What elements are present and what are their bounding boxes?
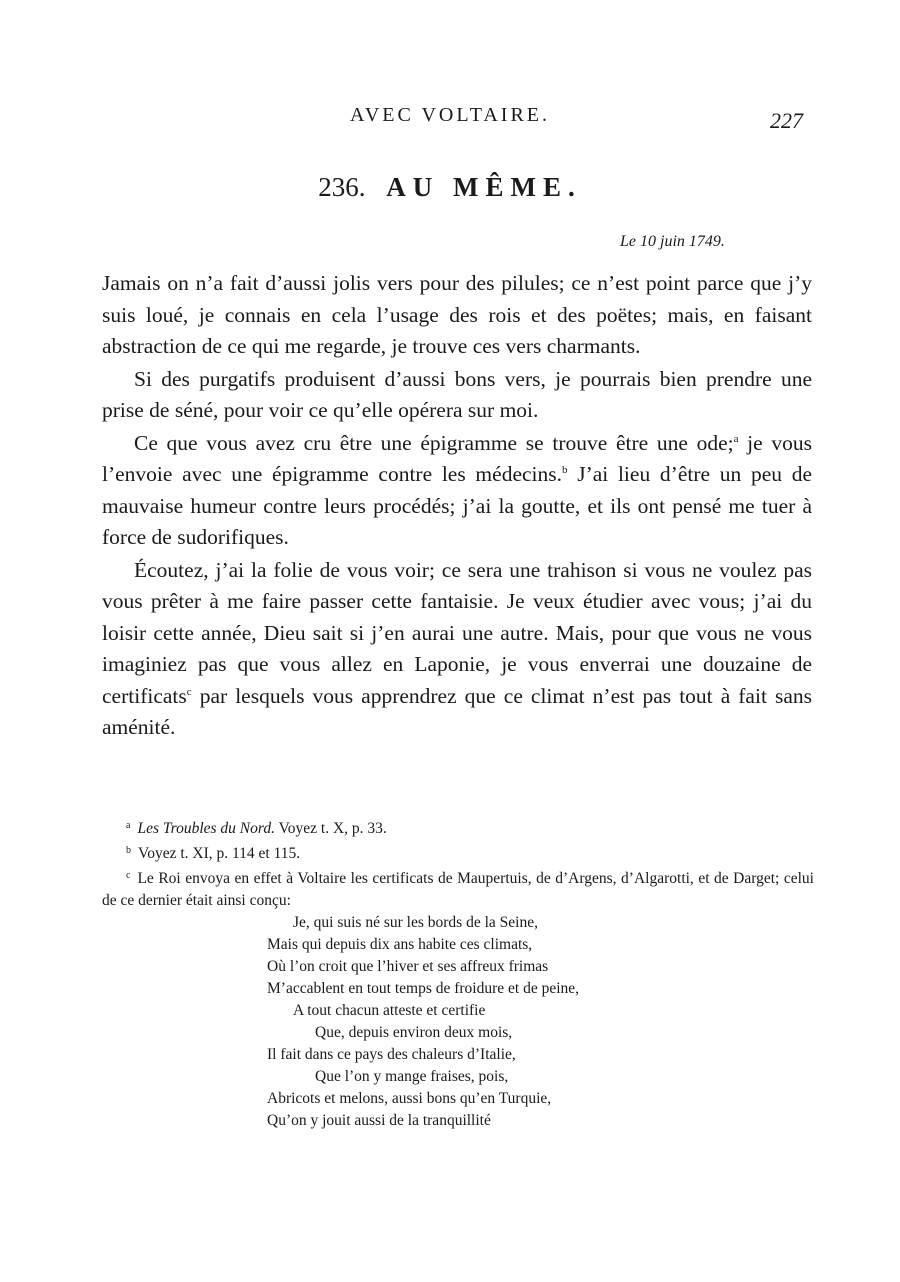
letter-heading (0, 172, 900, 203)
verse-line: Il fait dans ce pays des chaleurs d’Italie, (267, 1046, 516, 1063)
paragraph-text: Ce que vous avez cru être une épigramme se trouve être une ode; (134, 430, 734, 455)
paragraph: Jamais on n’a fait d’aussi jolis vers pour des pilules; ce n’est point parce que j’y suis loué, je connais en cela l’usage des rois et des poëtes; mais, en faisant abstraction de ce qui me regarde, je trouve ces vers charmants. (102, 271, 812, 358)
footnote-text: Le Roi envoya en effet à Voltaire les certificats de Maupertuis, de d’Argens, d’Algarotti, et de Darget; celui de ce dernier était ainsi conçu: (102, 870, 814, 909)
footnote-mark: c (126, 870, 131, 881)
footnote-ref-a: a (733, 432, 739, 445)
page-number: 227 (770, 108, 803, 133)
paragraph-text: Écoutez, j’ai la folie de vous voir; ce sera une trahison si vous ne voulez pas vous prêter à me faire passer cette fantaisie. Je veux étudier avec vous; j’ai du loisir cette année, Dieu sait si j’en aurai une autre. Mais, pour que vous ne vous imaginiez pas que vous allez en Laponie, je vous enverrai une douzaine de certificats (102, 557, 812, 708)
verse-line: M’accablent en tout temps de froidure et de peine, (267, 980, 580, 997)
verse-line: Où l’on croit que l’hiver et ses affreux frimas (267, 958, 549, 975)
letter-date: Le 10 juin 1749. (620, 233, 725, 250)
paragraph: Si des purgatifs produisent d’aussi bons vers, je pourrais bien prendre une prise de séné, pour voir ce qu’elle opérera sur moi. (102, 366, 812, 422)
footnote-mark: b (126, 845, 131, 856)
footnote-italic: Les Troubles du Nord. (137, 820, 275, 837)
footnote-ref-c: c (186, 685, 192, 698)
footnote-mark: a (126, 820, 131, 831)
letter-title: AU MÊME. (386, 172, 582, 202)
letter-number: 236. (318, 172, 366, 202)
verse-line: Je, qui suis né sur les bords de la Seine, (293, 914, 538, 931)
footnote-text: Voyez t. X, p. 33. (274, 820, 387, 837)
footnote-b (102, 840, 814, 865)
paragraph-text: par lesquels vous apprendrez que ce climat n’est pas tout à fait sans aménité. (102, 683, 812, 739)
paragraph (102, 555, 812, 744)
footnotes (102, 815, 814, 1132)
verse-line: Mais qui depuis dix ans habite ces climats, (267, 936, 533, 953)
paragraph-text: J’ai lieu d’être un peu de mauvaise humeur contre leurs procédés; j’ai la goutte, et ils ont pensé me tuer à force de sudorifiques. (102, 462, 812, 549)
verse-certificate (102, 912, 814, 1132)
letter-body (102, 268, 812, 745)
verse-line: Abricots et melons, aussi bons qu’en Turquie, (267, 1090, 552, 1107)
verse-line: Que, depuis environ deux mois, (315, 1024, 513, 1041)
verse-line: A tout chacun atteste et certifie (293, 1002, 486, 1019)
verse-line: Qu’on y jouit aussi de la tranquillité (267, 1112, 491, 1129)
paragraph (102, 428, 812, 554)
verse-line: Que l’on y mange fraises, pois, (315, 1068, 509, 1085)
footnote-ref-b: b (562, 464, 568, 476)
paragraph-text: je vous l’envoie avec une épigramme contre les médecins. (102, 430, 812, 486)
footnote-c (102, 865, 814, 912)
running-title: AVEC VOLTAIRE. (349, 104, 551, 126)
footnote-a (102, 815, 814, 840)
footnote-text: Voyez t. XI, p. 114 et 115. (138, 845, 301, 862)
